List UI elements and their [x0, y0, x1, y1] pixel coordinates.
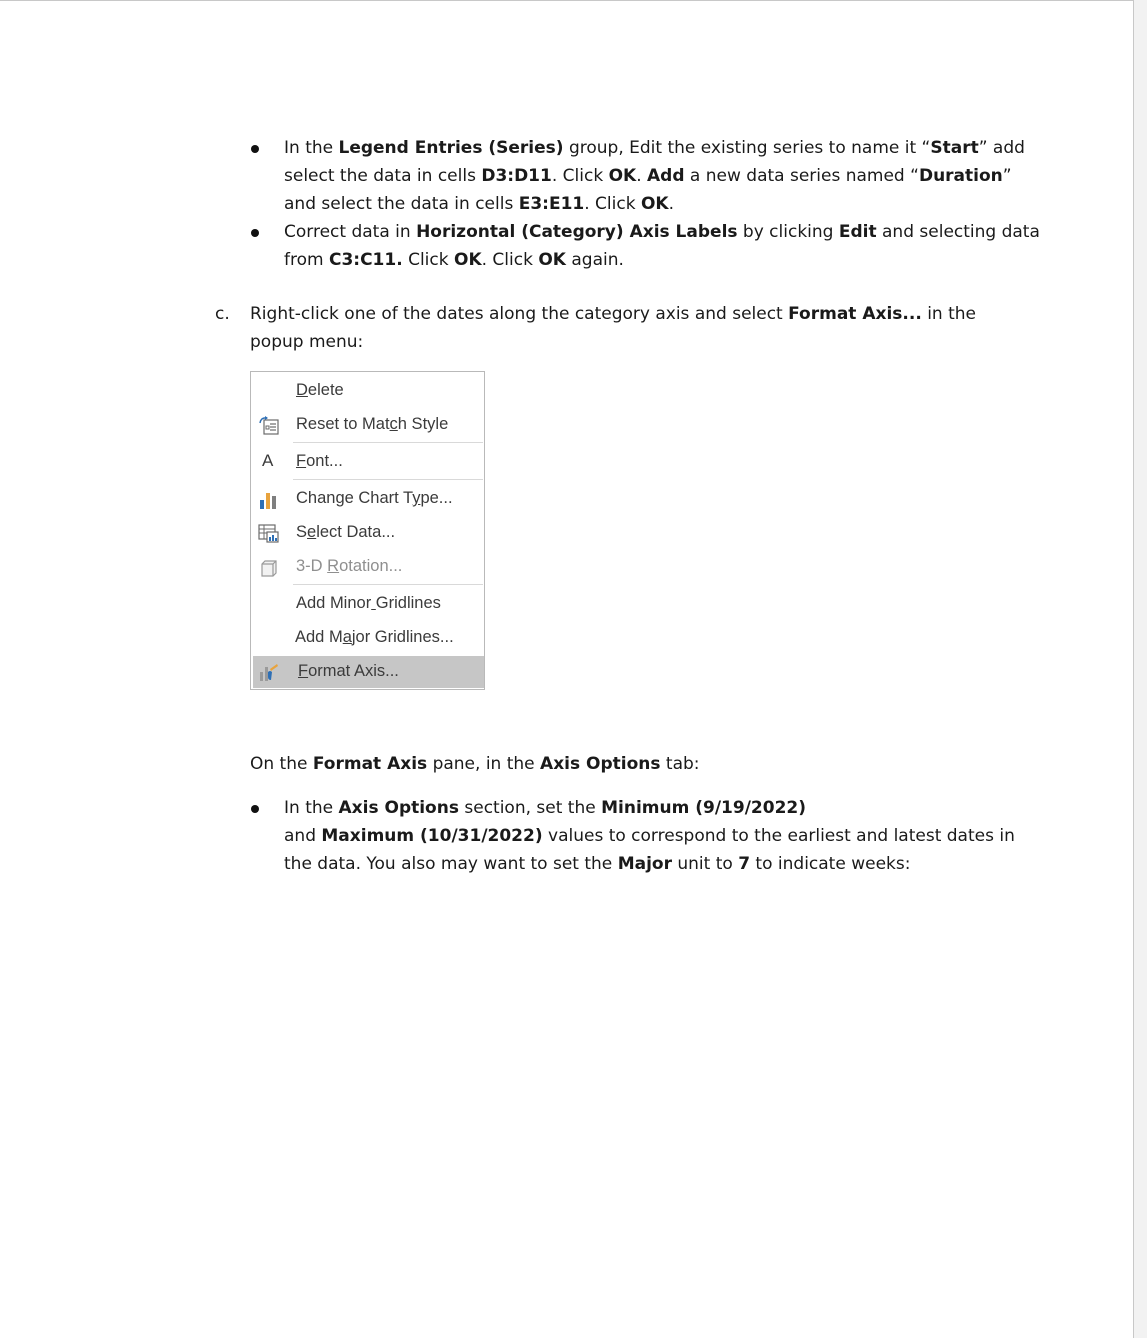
bold-text: D3:D11 — [481, 166, 552, 186]
text-line — [284, 218, 1040, 246]
text-run: tab: — [660, 754, 700, 774]
menu-item-label: Select Data... — [296, 523, 396, 541]
step-c-text — [250, 300, 976, 356]
bold-text: Legend Entries (Series) — [338, 138, 564, 158]
access-key: F — [298, 662, 309, 680]
text-line — [250, 750, 700, 778]
menu-item-select-data[interactable] — [251, 517, 484, 549]
format-axis-intro — [250, 750, 700, 778]
bold-text: OK — [640, 194, 669, 214]
bold-text: Axis Options — [540, 754, 661, 774]
text-run: . Click — [551, 166, 609, 186]
text-line — [284, 162, 1025, 190]
menu-item-label: Font... — [296, 452, 343, 470]
text-run: values to correspond to the earliest and latest dates in — [542, 826, 1015, 846]
bold-text: E3:E11 — [518, 194, 585, 214]
bold-text: OK — [454, 250, 482, 270]
access-key: R — [327, 557, 340, 575]
access-key: c — [389, 415, 398, 433]
text-run: . Click — [481, 250, 539, 270]
text-run: a new data series named “ — [684, 166, 919, 186]
text-run: in the — [921, 304, 977, 324]
text-run: and select the data in cells — [284, 194, 519, 214]
bold-text: Horizontal (Category) Axis Labels — [416, 222, 738, 242]
menu-separator — [293, 584, 483, 585]
menu-item-label: Change Chart Type... — [296, 489, 453, 507]
step-letter: c. — [215, 304, 230, 324]
text-line — [284, 190, 1025, 218]
text-run: In the — [284, 138, 339, 158]
text-run: On the — [250, 754, 313, 774]
menu-item-change-chart-type[interactable] — [251, 483, 484, 515]
page-top-edge — [0, 0, 1133, 1]
menu-item-label: Add Major Gridlines... — [295, 628, 454, 646]
text-run: Click — [402, 250, 454, 270]
bold-text: 7 — [738, 854, 751, 874]
bold-text: OK — [538, 250, 566, 270]
chart-type-icon — [258, 490, 278, 508]
menu-item-add-major-gridlines[interactable] — [251, 622, 484, 654]
bold-text: C3:C11. — [328, 250, 403, 270]
3d-rotation-icon — [258, 558, 278, 576]
text-line — [284, 246, 1040, 274]
text-run: and selecting data — [876, 222, 1040, 242]
bold-text: Duration — [918, 166, 1003, 186]
text-line — [284, 822, 1015, 850]
access-key: e — [307, 523, 317, 541]
bold-text: Edit — [838, 222, 877, 242]
bullet-axis-options — [284, 794, 1015, 878]
text-run: ” add — [978, 138, 1025, 158]
text-run: again. — [565, 250, 624, 270]
text-run: select the data in cells — [284, 166, 482, 186]
bold-text: Format Axis — [312, 754, 428, 774]
text-run: from — [284, 250, 329, 270]
access-key: F — [296, 452, 307, 470]
bold-text: Add — [647, 166, 685, 186]
text-run: by clicking — [737, 222, 839, 242]
font-icon: A — [262, 451, 274, 470]
text-run: In the — [284, 798, 339, 818]
text-run: section, set the — [458, 798, 602, 818]
menu-item-reset-style[interactable] — [251, 409, 484, 441]
text-run: popup menu: — [250, 332, 364, 352]
access-key — [371, 594, 376, 612]
select-data-icon — [258, 524, 278, 542]
text-line — [284, 794, 1015, 822]
bullet-dot — [251, 145, 259, 153]
menu-separator — [293, 479, 483, 480]
menu-item-label: Reset to Match Style — [296, 415, 449, 433]
menu-item-format-axis[interactable] — [253, 656, 484, 688]
access-key: D — [296, 381, 308, 399]
text-run: group, Edit the existing series to name it “ — [563, 138, 931, 158]
bold-text: Format Axis... — [788, 304, 922, 324]
menu-item-delete[interactable] — [251, 375, 484, 407]
page-gutter — [1134, 0, 1147, 1338]
bold-text: Minimum (9/19/2022) — [601, 798, 806, 818]
text-run: to indicate weeks: — [750, 854, 911, 874]
context-menu — [250, 371, 485, 690]
text-line — [250, 300, 976, 328]
menu-item-3d-rotation[interactable] — [251, 551, 484, 583]
text-run: unit to — [671, 854, 739, 874]
text-run: Right-click one of the dates along the category axis and select — [250, 304, 789, 324]
menu-item-font[interactable] — [251, 446, 484, 478]
bullet-dot — [251, 229, 259, 237]
menu-item-label: Delete — [296, 381, 344, 399]
text-run: the data. You also may want to set the — [284, 854, 618, 874]
bold-text: Axis Options — [338, 798, 459, 818]
bold-text: Major — [617, 854, 672, 874]
menu-item-label: 3-D Rotation... — [296, 557, 403, 575]
format-axis-icon — [258, 663, 278, 681]
menu-item-label: Format Axis... — [298, 662, 399, 680]
access-key: a — [342, 628, 352, 646]
bullet-axis-labels — [284, 218, 1040, 274]
text-run: pane, in the — [427, 754, 541, 774]
text-run: ” — [1002, 166, 1012, 186]
text-run: . — [636, 166, 648, 186]
bullet-dot — [251, 805, 259, 813]
text-line — [250, 328, 976, 356]
access-key: y — [412, 489, 421, 507]
text-line — [284, 850, 1015, 878]
text-run: . Click — [584, 194, 641, 214]
reset-style-icon — [258, 416, 278, 434]
menu-separator — [293, 442, 483, 443]
bold-text: Maximum (10/31/2022) — [321, 826, 543, 846]
menu-item-label: Add Minor Gridlines — [296, 594, 441, 612]
text-line — [284, 134, 1025, 162]
text-run: Correct data in — [284, 222, 417, 242]
menu-item-add-minor-gridlines[interactable] — [251, 588, 484, 620]
text-run: . — [668, 194, 674, 214]
text-run: and — [284, 826, 322, 846]
bold-text: OK — [608, 166, 637, 186]
bold-text: Start — [930, 138, 979, 158]
bullet-legend-entries — [284, 134, 1025, 218]
